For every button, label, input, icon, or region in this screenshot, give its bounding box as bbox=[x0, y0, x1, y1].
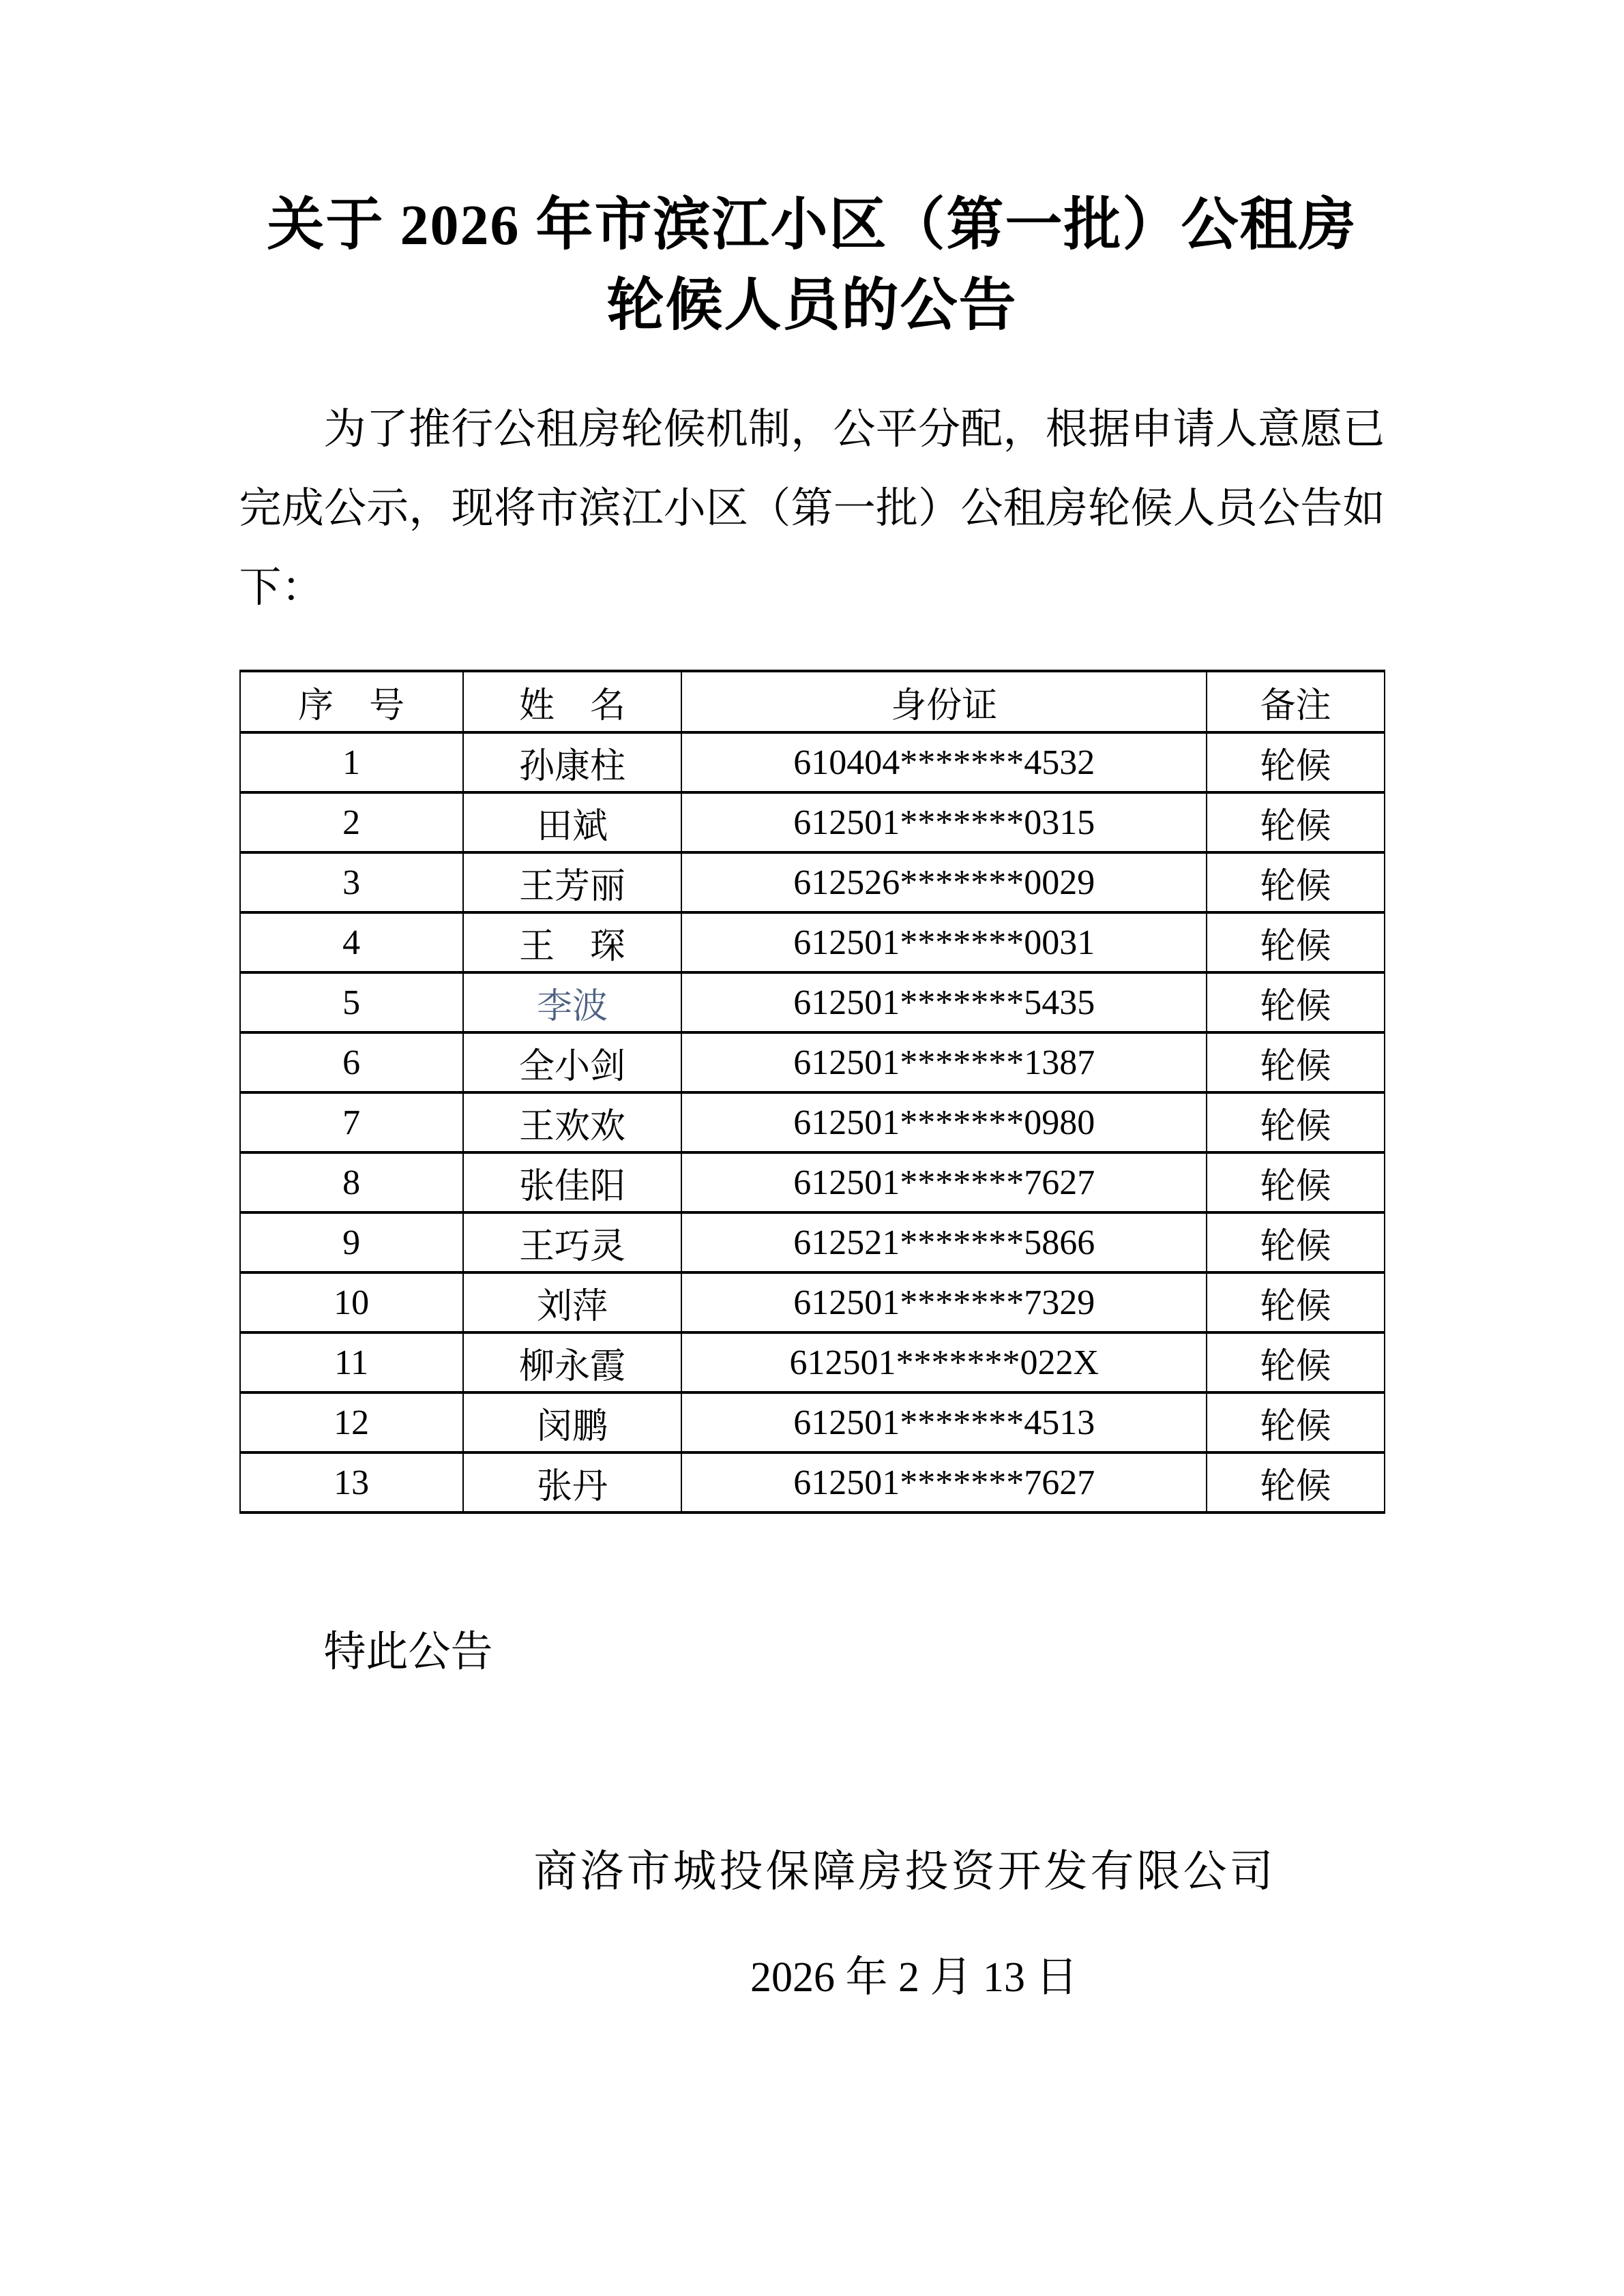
page-title bbox=[239, 0, 1385, 346]
cell-name: 柳永霞 bbox=[463, 1332, 681, 1392]
cell-id-number: 612501*******1387 bbox=[681, 1032, 1207, 1092]
table-row bbox=[240, 792, 1385, 852]
cell-remark: 轮候 bbox=[1207, 792, 1384, 852]
table-row bbox=[240, 1452, 1385, 1512]
cell-id-number: 612501*******0031 bbox=[681, 912, 1207, 972]
cell-serial-number: 7 bbox=[240, 1092, 463, 1152]
cell-serial-number: 13 bbox=[240, 1452, 463, 1512]
cell-serial-number: 10 bbox=[240, 1272, 463, 1332]
table-row bbox=[240, 1332, 1385, 1392]
cell-name: 闵鹏 bbox=[463, 1392, 681, 1452]
intro-paragraph: 为了推行公租房轮候机制，公平分配，根据申请人意愿已完成公示，现将市滨江小区（第一批）公租房轮候人员公告如下： bbox=[239, 406, 1385, 611]
cell-name: 田斌 bbox=[463, 792, 681, 852]
cell-name: 刘萍 bbox=[463, 1272, 681, 1332]
cell-id-number: 612501*******7627 bbox=[681, 1452, 1207, 1512]
table-row bbox=[240, 852, 1385, 912]
cell-serial-number: 1 bbox=[240, 732, 463, 792]
cell-remark: 轮候 bbox=[1207, 852, 1384, 912]
header-id-number: 身份证 bbox=[681, 671, 1207, 732]
cell-serial-number: 8 bbox=[240, 1152, 463, 1212]
cell-remark: 轮候 bbox=[1207, 1392, 1384, 1452]
cell-serial-number: 3 bbox=[240, 852, 463, 912]
cell-name: 王芳丽 bbox=[463, 852, 681, 912]
issuer-name: 商洛市城投保障房投资开发有限公司 bbox=[533, 1847, 1276, 1896]
cell-name: 张佳阳 bbox=[463, 1152, 681, 1212]
table-header-row bbox=[240, 671, 1385, 732]
cell-id-number: 612501*******5435 bbox=[681, 972, 1207, 1032]
cell-remark: 轮候 bbox=[1207, 1152, 1384, 1212]
cell-id-number: 610404*******4532 bbox=[681, 732, 1207, 792]
header-serial-number: 序 号 bbox=[240, 671, 463, 732]
announcement-page bbox=[239, 0, 1385, 2003]
cell-serial-number: 12 bbox=[240, 1392, 463, 1452]
cell-serial-number: 4 bbox=[240, 912, 463, 972]
table-row bbox=[240, 912, 1385, 972]
cell-name: 李波 bbox=[463, 972, 681, 1032]
cell-remark: 轮候 bbox=[1207, 1332, 1384, 1392]
cell-id-number: 612501*******4513 bbox=[681, 1392, 1207, 1452]
cell-serial-number: 2 bbox=[240, 792, 463, 852]
cell-name: 王欢欢 bbox=[463, 1092, 681, 1152]
cell-remark: 轮候 bbox=[1207, 1212, 1384, 1272]
cell-name: 全小剑 bbox=[463, 1032, 681, 1092]
issue-date: 2026 年 2 月 13 日 bbox=[750, 1954, 1078, 2001]
table-row bbox=[240, 1092, 1385, 1152]
cell-id-number: 612501*******0980 bbox=[681, 1092, 1207, 1152]
waitlist-table bbox=[239, 670, 1385, 1514]
header-name: 姓 名 bbox=[463, 671, 681, 732]
table-row bbox=[240, 1272, 1385, 1332]
table-row bbox=[240, 1212, 1385, 1272]
cell-id-number: 612521*******5866 bbox=[681, 1212, 1207, 1272]
cell-remark: 轮候 bbox=[1207, 732, 1384, 792]
table-row bbox=[240, 732, 1385, 792]
waitlist-table-body bbox=[240, 732, 1385, 1512]
table-row bbox=[240, 972, 1385, 1032]
cell-id-number: 612501*******7329 bbox=[681, 1272, 1207, 1332]
cell-remark: 轮候 bbox=[1207, 1032, 1384, 1092]
cell-id-number: 612526*******0029 bbox=[681, 852, 1207, 912]
cell-id-number: 612501*******022X bbox=[681, 1332, 1207, 1392]
cell-serial-number: 9 bbox=[240, 1212, 463, 1272]
cell-name: 王 琛 bbox=[463, 912, 681, 972]
cell-name: 王巧灵 bbox=[463, 1212, 681, 1272]
table-row bbox=[240, 1392, 1385, 1452]
cell-serial-number: 5 bbox=[240, 972, 463, 1032]
cell-serial-number: 6 bbox=[240, 1032, 463, 1092]
page-title-line-1: 关于 2026 年市滨江小区（第一批）公租房 bbox=[267, 194, 1357, 257]
closing-statement: 特此公告 bbox=[323, 1629, 493, 1675]
cell-id-number: 612501*******7627 bbox=[681, 1152, 1207, 1212]
page-title-line-2: 轮候人员的公告 bbox=[606, 274, 1018, 338]
cell-name: 孙康柱 bbox=[463, 732, 681, 792]
cell-name: 张丹 bbox=[463, 1452, 681, 1512]
cell-remark: 轮候 bbox=[1207, 1272, 1384, 1332]
table-row bbox=[240, 1032, 1385, 1092]
cell-remark: 轮候 bbox=[1207, 972, 1384, 1032]
table-row bbox=[240, 1152, 1385, 1212]
cell-remark: 轮候 bbox=[1207, 1092, 1384, 1152]
cell-id-number: 612501*******0315 bbox=[681, 792, 1207, 852]
cell-serial-number: 11 bbox=[240, 1332, 463, 1392]
cell-remark: 轮候 bbox=[1207, 912, 1384, 972]
header-remark: 备注 bbox=[1207, 671, 1384, 732]
cell-remark: 轮候 bbox=[1207, 1452, 1384, 1512]
